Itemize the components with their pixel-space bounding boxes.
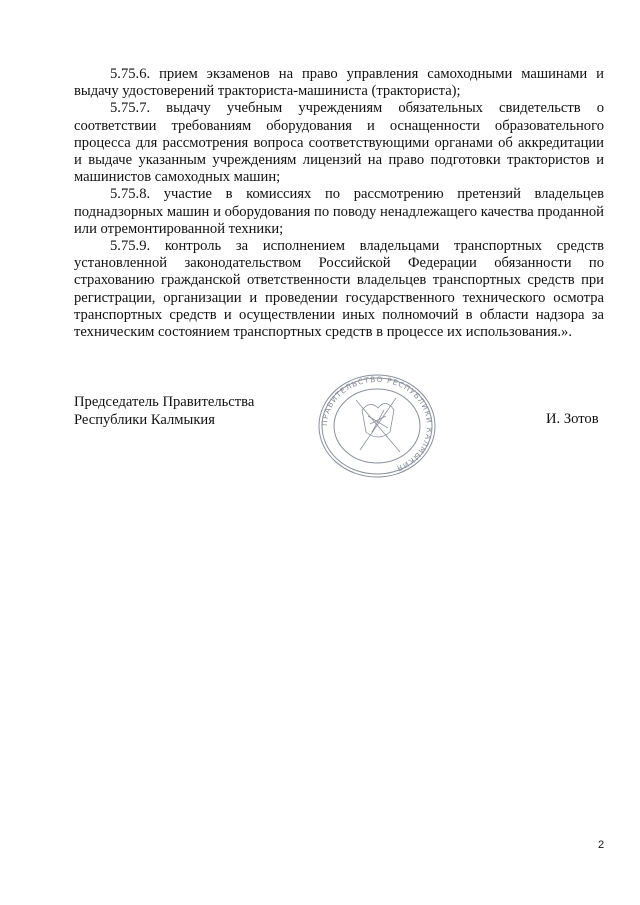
official-seal — [312, 370, 442, 482]
seal-ring-text: ПРАВИТЕЛЬСТВО РЕСПУБЛИКИ КАЛМЫКИЯ — [319, 374, 435, 474]
signature-block — [74, 394, 254, 429]
seal-emblem — [356, 398, 400, 452]
document-body — [74, 66, 604, 341]
signer-name: И. Зотов — [546, 411, 599, 427]
paragraph-5-75-9: 5.75.9. контроль за исполнением владельцами транспортных средств установленной законодательством Российской Федерации обязанности по страхованию гражданской ответственности владельцев транспортных средств при регистрации, организации и проведении государственного технического осмотра транспортных средств и осуществлении иных полномочий в области надзора за техническим состоянием транспортных средств в процессе их использования.». — [74, 238, 604, 341]
paragraph-5-75-8: 5.75.8. участие в комиссиях по рассмотрению претензий владельцев поднадзорных машин и оборудования по поводу ненадлежащего качества проданной или отремонтированной техники; — [74, 186, 604, 237]
signer-position-line-2: Республики Калмыкия — [74, 411, 215, 428]
page-number: 2 — [598, 839, 605, 851]
paragraph-5-75-6: 5.75.6. прием экзаменов на право управления самоходными машинами и выдачу удостоверений тракториста-машиниста (тракториста); — [74, 66, 604, 100]
paragraph-5-75-7: 5.75.7. выдачу учебным учреждениям обязательных свидетельств о соответствии требованиям оборудования и оснащенности образовательного процесса для рассмотрения вопроса соответствующими органами об аккредитации и выдаче указанным учреждениям лицензий на право подготовки трактористов и машинистов самоходных машин; — [74, 100, 604, 186]
signer-position-line-1: Председатель Правительства — [74, 394, 255, 410]
